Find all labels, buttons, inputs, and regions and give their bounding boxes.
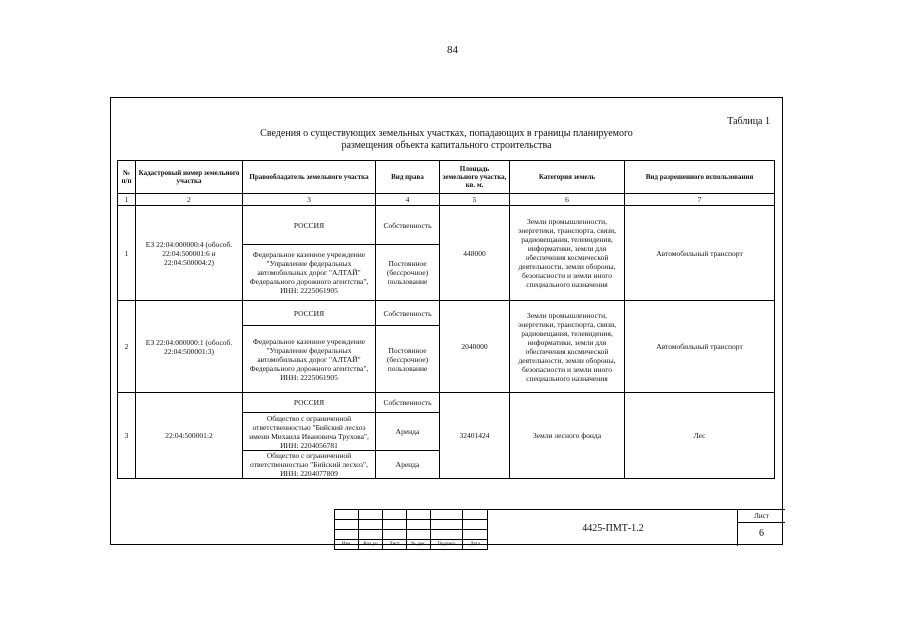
header-cell: Вид права bbox=[376, 161, 440, 194]
owner-cell: Федеральное казенное учреждение "Управление федеральных автомобильных дорог "АЛТАЙ" Федерального дорожного агентства", ИНН: 2225061905 bbox=[243, 245, 376, 301]
owner-cell: РОССИЯ bbox=[243, 206, 376, 245]
right-type-cell: Аренда bbox=[376, 451, 440, 479]
header-cell: Категория земель bbox=[510, 161, 625, 194]
permitted-use-cell: Автомобильный транспорт bbox=[625, 206, 775, 301]
owner-cell: РОССИЯ bbox=[243, 301, 376, 326]
table-row bbox=[118, 301, 775, 326]
cadastral-number: ЕЗ 22:04:000000:4 (обособ. 22:04:500001:6 и 22:04:500004:2) bbox=[136, 206, 243, 301]
table-header-row bbox=[118, 161, 775, 194]
stamp-label: Лист bbox=[383, 540, 407, 550]
owner-cell: Общество с ограниченной ответственностью "Бийский лесхоз", ИНН: 2204077809 bbox=[243, 451, 376, 479]
table-row bbox=[118, 206, 775, 245]
row-number: 2 bbox=[118, 301, 136, 393]
stamp-label: Дата bbox=[463, 540, 488, 550]
permitted-use-cell: Лес bbox=[625, 393, 775, 479]
header-cell: № п/п bbox=[118, 161, 136, 194]
header-cell: Кадастровый номер земельного участка bbox=[136, 161, 243, 194]
land-plots-table bbox=[117, 160, 775, 479]
sheet-label: Лист bbox=[738, 510, 785, 523]
caption-line-2: размещения объекта капитального строительства bbox=[341, 140, 552, 151]
right-type-cell: Аренда bbox=[376, 413, 440, 451]
land-category-cell: Земли промышленности, энергетики, транспорта, связи, радиовещания, телевидения, информатики, земли для обеспечения космической деятельности, земли обороны, безопасности и земли иного специального назначения bbox=[510, 206, 625, 301]
right-type-cell: Постоянное (бессрочное) пользование bbox=[376, 326, 440, 393]
table-row bbox=[118, 393, 775, 413]
row-number: 3 bbox=[118, 393, 136, 479]
right-type-cell: Собственность bbox=[376, 301, 440, 326]
header-cell: Площадь земельного участка, кв. м. bbox=[440, 161, 510, 194]
area-cell: 32401424 bbox=[440, 393, 510, 479]
page-number: 84 bbox=[447, 44, 458, 56]
column-number: 1 bbox=[118, 194, 136, 206]
area-cell: 448000 bbox=[440, 206, 510, 301]
column-number: 5 bbox=[440, 194, 510, 206]
owner-cell: Общество с ограниченной ответственностью "Бийский лесхоз имени Михаила Ивановича Трухова", ИНН: 2204056781 bbox=[243, 413, 376, 451]
sheet-number: 6 bbox=[759, 528, 764, 539]
column-number: 4 bbox=[376, 194, 440, 206]
owner-cell: Федеральное казенное учреждение "Управление федеральных автомобильных дорог "АЛТАЙ" Федерального дорожного агентства", ИНН: 2225061905 bbox=[243, 326, 376, 393]
column-number: 2 bbox=[136, 194, 243, 206]
stamp-label: № док. bbox=[407, 540, 431, 550]
right-type-cell: Постоянное (бессрочное) пользование bbox=[376, 245, 440, 301]
area-cell: 2040000 bbox=[440, 301, 510, 393]
sheet-box bbox=[737, 509, 785, 546]
right-type-cell: Собственность bbox=[376, 393, 440, 413]
stamp-label-row bbox=[335, 540, 488, 550]
row-number: 1 bbox=[118, 206, 136, 301]
header-cell: Правообладатель земельного участка bbox=[243, 161, 376, 194]
cadastral-number: ЕЗ 22:04:000000:1 (обособ. 22:04:500001:3) bbox=[136, 301, 243, 393]
land-category-cell: Земли лесного фонда bbox=[510, 393, 625, 479]
caption-line-1: Сведения о существующих земельных участках, попадающих в границы планируемого bbox=[260, 128, 633, 139]
stamp-label: Подпись bbox=[431, 540, 463, 550]
title-block-stamp bbox=[334, 509, 488, 550]
right-type-cell: Собственность bbox=[376, 206, 440, 245]
document-frame bbox=[110, 97, 783, 545]
document-code: 4425-ПМТ-1.2 bbox=[487, 509, 738, 546]
column-number-row bbox=[118, 194, 775, 206]
column-number: 6 bbox=[510, 194, 625, 206]
column-number: 3 bbox=[243, 194, 376, 206]
table-label: Таблица 1 bbox=[727, 116, 770, 127]
permitted-use-cell: Автомобильный транспорт bbox=[625, 301, 775, 393]
table-caption bbox=[111, 128, 782, 152]
header-cell: Вид разрешенного использования bbox=[625, 161, 775, 194]
cadastral-number: 22:04:500001:2 bbox=[136, 393, 243, 479]
owner-cell: РОССИЯ bbox=[243, 393, 376, 413]
stamp-label: Кол.уч bbox=[359, 540, 383, 550]
land-category-cell: Земли промышленности, энергетики, транспорта, связи, радиовещания, телевидения, информатики, земли для обеспечения космической деятельности, земли обороны, безопасности и земли иного специального назначения bbox=[510, 301, 625, 393]
stamp-label: Изм. bbox=[335, 540, 359, 550]
column-number: 7 bbox=[625, 194, 775, 206]
